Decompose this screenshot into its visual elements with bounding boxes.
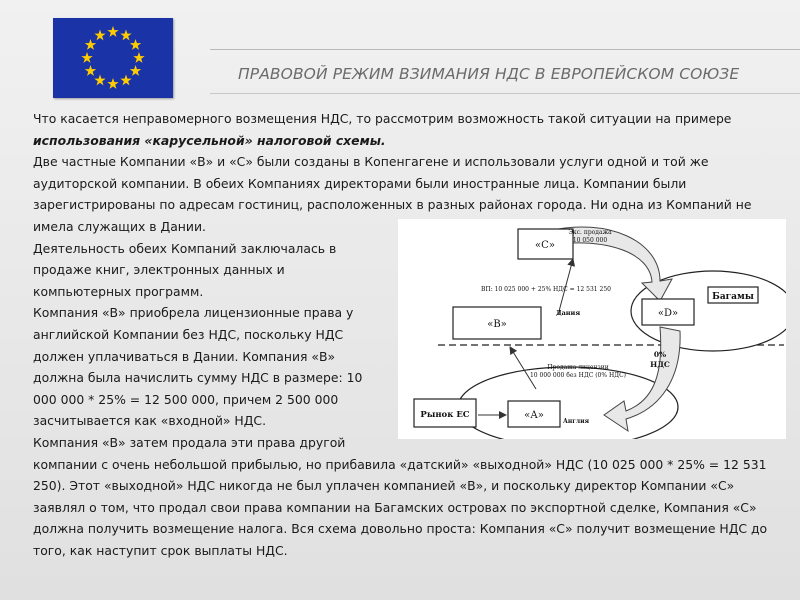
flag-star-icon: [107, 78, 118, 89]
eu-flag-stars: [53, 18, 173, 98]
flag-star-icon: [94, 75, 105, 86]
paragraph-resale: компании с очень небольшой прибылью, но прибавила «датский» «выходной» НДС (10 025 000 * 25% = 12 531 250). Этот «выходной» НДС никогда не был уплачен компанией «В», и поскольку директор Компании «С» заявлял о том, что продал свои права компании на Багамских островах по экспортной сделке, Компания «С» должна получить возмещение налога. Вся схема довольно проста: Компания «С» получит возмещение НДС до того, как наступит срок выплаты НДС.: [33, 456, 768, 558]
company-c-label: «С»: [535, 240, 555, 251]
paragraph-activity: Деятельность обеих Компаний заключалась в продаже книг, электронных данных и компьютерных программ.: [33, 240, 337, 299]
flag-star-icon: [85, 39, 96, 50]
slide-title: ПРАВОВОЙ РЕЖИМ ВЗИМАНИЯ НДС В ЕВРОПЕЙСКОМ СОЮЗЕ: [238, 65, 740, 83]
zero-vat-label: 0%: [653, 350, 667, 359]
flag-star-icon: [81, 52, 92, 63]
eu-market-label: Рынок ЕС: [420, 410, 470, 420]
flag-star-icon: [120, 29, 131, 40]
vp-label: ВП: 10 025 000 + 25% НДС = 12 531 250: [481, 286, 611, 293]
company-b-label: «В»: [487, 319, 507, 330]
paragraph-companies: Две частные Компании «В» и «С» были созданы в Копенгагене и использовали услуги одной и той же аудиторской компании. В обеих Компаниях директорами были иностранные лица. Компании были зарегистрированы по адресам гостиниц, расположенных в разных районах города. Ни одна из Компаний не имела служащих в Дании.: [33, 154, 752, 234]
license-sale-label: Продажа лицензии: [547, 364, 609, 371]
company-d-label: «D»: [657, 308, 679, 319]
flag-star-icon: [120, 75, 131, 86]
paragraph-intro: [33, 108, 773, 151]
carousel-scheme-diagram: [398, 219, 786, 439]
license-sale-amount: 10 000 000 без НДС (0% НДС): [529, 372, 627, 379]
england-label: Англия: [562, 418, 590, 425]
paragraph-resale-start: Компания «В» затем продала эти права другой: [33, 434, 346, 450]
flag-star-icon: [133, 52, 144, 63]
flag-star-icon: [130, 39, 141, 50]
paragraph-license: Компания «В» приобрела лицензионные права у английской Компании без НДС, поскольку НДС должен уплачиваться в Дании. Компания «В» должна была начислить сумму НДС в размере: 10 000 000 * 25% = 12 500 000, причем 2 500 000 засчитывается как «входной» НДС.: [33, 305, 363, 429]
flag-star-icon: [94, 29, 105, 40]
intro-text: Что касается неправомерного возмещения НДС, то рассмотрим возможность такой ситуации на примере: [33, 111, 732, 126]
export-sale-amount: 10 050 000: [572, 237, 608, 244]
diagram-svg: [398, 219, 786, 439]
export-sale-label: Экс. продажа: [568, 229, 612, 236]
eu-flag-image: [53, 18, 173, 98]
bahamas-label: Багамы: [712, 292, 754, 302]
zero-vat-label-2: НДС: [650, 360, 670, 369]
flag-star-icon: [130, 65, 141, 76]
top-divider: [210, 49, 800, 50]
flag-star-icon: [85, 65, 96, 76]
star-ring: [81, 26, 144, 89]
flag-star-icon: [107, 26, 118, 37]
denmark-label: Дания: [555, 309, 581, 317]
company-a-label: «А»: [524, 410, 544, 421]
title-divider: [210, 93, 800, 94]
carousel-scheme-emphasis: использования «карусельной» налоговой схемы.: [33, 132, 386, 148]
